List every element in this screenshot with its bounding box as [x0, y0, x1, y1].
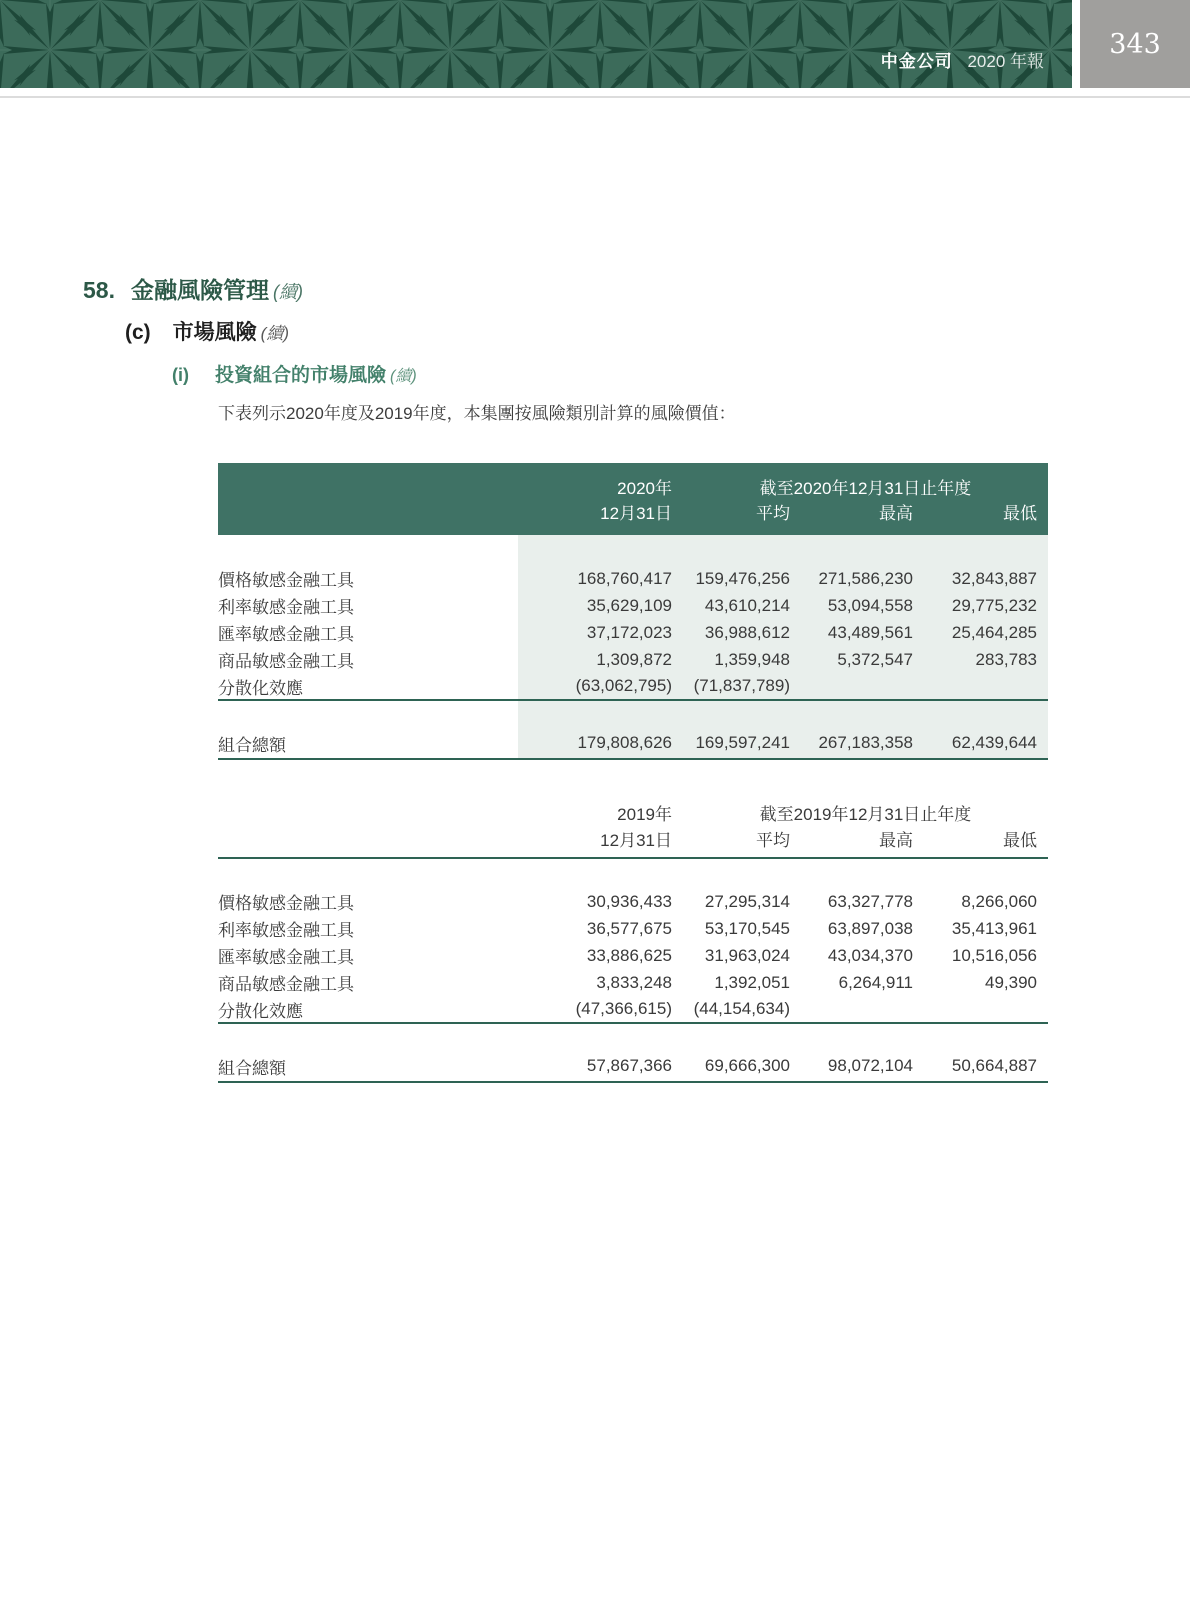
- cell-value: (47,366,615): [575, 999, 672, 1018]
- cell-value: 43,610,214: [683, 592, 801, 619]
- cell-value: 49,390: [985, 972, 1037, 992]
- total-value: 57,867,366: [518, 1051, 683, 1082]
- table-row: [218, 942, 1048, 969]
- cell-value: 53,170,545: [704, 918, 790, 938]
- row-label: 分散化效應: [218, 1001, 303, 1021]
- page-header-banner: [0, 0, 1190, 88]
- cell-value: 33,886,625: [586, 945, 672, 965]
- cell-value: 1,392,051: [714, 972, 790, 992]
- row-label: 商品敏感金融工具: [218, 975, 354, 994]
- cell-value: 1,359,948: [683, 646, 801, 673]
- table-row: [218, 915, 1048, 942]
- table-row: [218, 996, 1048, 1023]
- subsection-label: (c): [125, 321, 151, 344]
- section-continued: (續): [272, 282, 303, 302]
- table-row: [218, 619, 1048, 646]
- cell-value: 27,295,314: [704, 891, 790, 911]
- spacer-cell: [518, 535, 1048, 565]
- span-header: 截至2019年12月31日止年度: [759, 804, 972, 824]
- cell-value: 32,843,887: [924, 565, 1048, 592]
- table-row: [218, 592, 1048, 619]
- cell-value: 8,266,060: [961, 891, 1037, 911]
- col-header-avg: 平均: [683, 499, 801, 535]
- cell-value: 168,760,417: [518, 565, 683, 592]
- table-header-row: [218, 826, 1048, 858]
- var-table-2020: [218, 463, 1048, 760]
- table-header-row: [218, 499, 1048, 535]
- cell-value: 53,094,558: [801, 592, 924, 619]
- table-row: [218, 969, 1048, 996]
- col-header-max: 最高: [801, 499, 924, 535]
- section-title: 金融風險管理: [130, 277, 269, 303]
- report-year: 2020 年報: [967, 52, 1044, 71]
- cell-value: [801, 673, 924, 700]
- cell-value: 37,172,023: [518, 619, 683, 646]
- cell-value: (71,837,789): [683, 673, 801, 700]
- subtotal-rule-row: [218, 1023, 1048, 1051]
- page-number: 343: [1109, 28, 1161, 60]
- spacer-row: [218, 535, 1048, 565]
- section-heading: [83, 272, 303, 305]
- table-row: [218, 646, 1048, 673]
- row-label: 利率敏感金融工具: [218, 598, 354, 617]
- row-label: 匯率敏感金融工具: [218, 948, 354, 967]
- row-label: 利率敏感金融工具: [218, 921, 354, 940]
- cell-value: 3,833,248: [596, 972, 672, 992]
- year-header: 2020年: [518, 463, 683, 499]
- subsection-continued: (續): [260, 324, 289, 343]
- total-value: 98,072,104: [801, 1051, 924, 1082]
- col-header-min: 最低: [924, 826, 1048, 858]
- cell-value: 25,464,285: [924, 619, 1048, 646]
- spacer-cell: [218, 700, 518, 728]
- row-label: 匯率敏感金融工具: [218, 625, 354, 644]
- subtotal-rule-row: [218, 700, 1048, 728]
- date-header: 12月31日: [518, 499, 683, 535]
- var-table-2019: [218, 798, 1048, 1083]
- asanoha-pattern-icon: [0, 0, 1072, 88]
- cell-value: 31,963,024: [704, 945, 790, 965]
- banner-divider: [1072, 0, 1080, 88]
- cell-value: 43,034,370: [827, 945, 913, 965]
- cell-value: 36,577,675: [586, 918, 672, 938]
- table-gap: [218, 760, 1048, 798]
- cell-value: (44,154,634): [693, 999, 790, 1018]
- cell-value: [801, 996, 924, 1023]
- table-header-row: [218, 798, 1048, 826]
- header-spacer-cell: [218, 798, 518, 826]
- total-row: [218, 728, 1048, 759]
- banner-pattern: [0, 0, 1072, 88]
- intro-paragraph: 下表列示2020年度及2019年度，本集團按風險類別計算的風險價值：: [218, 404, 736, 423]
- col-header-avg: 平均: [683, 826, 801, 858]
- row-label: 分散化效應: [218, 678, 303, 698]
- cell-value: 29,775,232: [924, 592, 1048, 619]
- total-value: 179,808,626: [518, 728, 683, 759]
- spacer-cell: [218, 535, 518, 565]
- page-number-box: [1080, 0, 1190, 88]
- cell-value: 6,264,911: [838, 972, 913, 992]
- cell-value: 35,629,109: [518, 592, 683, 619]
- total-value: 169,597,241: [683, 728, 801, 759]
- year-header: 2019年: [617, 804, 672, 824]
- spacer-cell: [518, 700, 1048, 728]
- date-header: 12月31日: [518, 826, 683, 858]
- cell-value: 5,372,547: [801, 646, 924, 673]
- total-label: 組合總額: [218, 728, 518, 759]
- col-header-max: 最高: [801, 826, 924, 858]
- subsubsection-title: 投資組合的市場風險: [215, 365, 387, 386]
- table-row: [218, 888, 1048, 915]
- total-value: 62,439,644: [924, 728, 1048, 759]
- subsection-title: 市場風險: [172, 321, 257, 344]
- total-label: 組合總額: [218, 1051, 518, 1082]
- row-label: 價格敏感金融工具: [218, 894, 354, 913]
- cell-value: [924, 673, 1048, 700]
- cell-value: 36,988,612: [683, 619, 801, 646]
- subsection-heading: [125, 316, 289, 346]
- spacer-cell: [218, 1023, 1048, 1051]
- col-header-min: 最低: [924, 499, 1048, 535]
- cell-value: 283,783: [924, 646, 1048, 673]
- header-spacer-cell: [218, 826, 518, 858]
- subsubsection-continued: (續): [390, 368, 417, 385]
- subsubsection-label: (i): [172, 365, 189, 385]
- table-row: [218, 565, 1048, 592]
- cell-value: 35,413,961: [951, 918, 1037, 938]
- row-label: 價格敏感金融工具: [218, 571, 354, 590]
- header-spacer-cell: [218, 463, 518, 499]
- company-name: 中金公司: [880, 52, 953, 71]
- spacer-cell: [218, 858, 1048, 888]
- section-number: 58.: [83, 277, 115, 303]
- table-row: [218, 673, 1048, 700]
- span-header: 截至2020年12月31日止年度: [683, 463, 1048, 499]
- banner-title: [881, 47, 1044, 72]
- cell-value: 63,327,778: [827, 891, 913, 911]
- cell-value: (63,062,795): [518, 673, 683, 700]
- total-value: 50,664,887: [924, 1051, 1048, 1082]
- cell-value: 10,516,056: [951, 945, 1037, 965]
- table-header-row: [218, 463, 1048, 499]
- cell-value: 63,897,038: [827, 918, 913, 938]
- spacer-row: [218, 858, 1048, 888]
- cell-value: 1,309,872: [518, 646, 683, 673]
- total-value: 69,666,300: [683, 1051, 801, 1082]
- cell-value: 159,476,256: [683, 565, 801, 592]
- header-rule: [0, 96, 1190, 98]
- total-row: [218, 1051, 1048, 1082]
- cell-value: 30,936,433: [586, 891, 672, 911]
- cell-value: 43,489,561: [801, 619, 924, 646]
- cell-value: 271,586,230: [801, 565, 924, 592]
- header-spacer-cell: [218, 499, 518, 535]
- cell-value: [924, 996, 1048, 1023]
- total-value: 267,183,358: [801, 728, 924, 759]
- var-tables: [218, 463, 1048, 1083]
- subsubsection-heading: [172, 360, 417, 387]
- row-label: 商品敏感金融工具: [218, 652, 354, 671]
